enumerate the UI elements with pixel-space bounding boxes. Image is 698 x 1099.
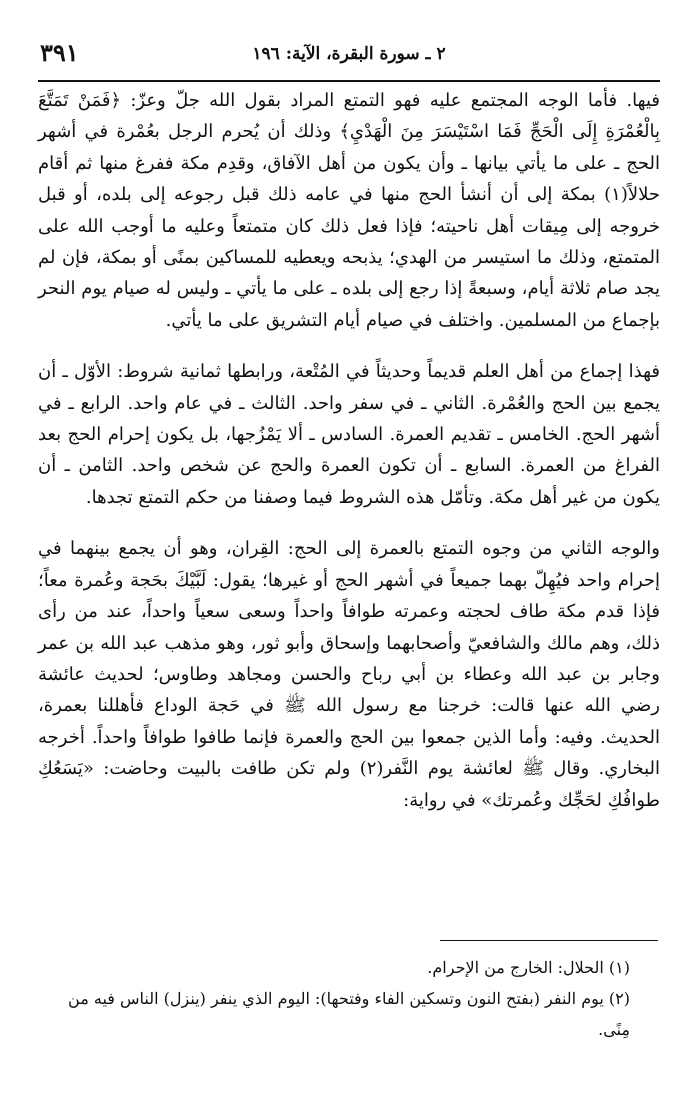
footnote-divider: [440, 940, 658, 941]
running-title: ٢ ـ سورة البقرة، الآية: ١٩٦: [252, 44, 446, 64]
header-divider: [38, 80, 660, 82]
footnote-2: (٢) يوم النفر (بفتح النون وتسكين الفاء وفتحها): اليوم الذي ينفر (ينزل) الناس فيه من مِنًى.: [68, 989, 630, 1039]
main-text: [38, 85, 660, 816]
paragraph-2: فهذا إجماع من أهل العلم قديماً وحديثاً في المُتْعة، ورابطها ثمانية شروط: الأوّل ـ أن يجمع بين الحج والعُمْرة. الثاني ـ في سفر واحد. الثالث ـ في عام واحد. الرابع ـ في أشهر الحج. الخامس ـ تقديم العمرة. السادس ـ ألا يَمْزُجها، بل يكون إحرام الحج بعد الفراغ من العمرة. السابع ـ أن تكون العمرة والحج عن شخص واحد. الثامن ـ أن يكون من غير أهل مكة. وتأمّل هذه الشروط فيما وصفنا من حكم التمتع تجدها.: [38, 361, 660, 508]
paragraph-gap: [38, 336, 660, 356]
paragraph-1: فيها. فأما الوجه المجتمع عليه فهو التمتع المراد بقول الله جلّ وعزّ: ﴿فَمَنْ تَمَتَّعَ بِالْعُمْرَةِ إِلَى الْحَجِّ فَمَا اسْتَيْسَرَ مِنَ الْهَدْيِ﴾ وذلك أن يُحرم الرجل بعُمْرة في أشهر الحج ـ على ما يأتي بيانها ـ وأن يكون من أهل الآفاق، وقدِم مكة ففرغ منها ثم أقام حلالاً(١) بمكة إلى أن أنشأ الحج منها في عامه ذلك قبل رجوعه إلى بلده، أو قبل خروجه إلى مِيقات أهل ناحيته؛ فإذا فعل ذلك كان متمتعاً وعليه ما أوجب الله على المتمتع، وذلك ما استيسر من الهدي؛ يذبحه ويعطيه للمساكين بمنًى أو بمكة، فإن لم يجد صام ثلاثة أيام، وسبعةً إذا رجع إلى بلده ـ على ما يأتي ـ وليس له صيام يوم النحر بإجماع من المسلمين. واختلف في صيام أيام التشريق على ما يأتي.: [38, 90, 660, 331]
footnotes: [38, 952, 630, 1045]
page-number: ٣٩١: [40, 38, 79, 67]
footnote-1: (١) الحلال: الخارج من الإحرام.: [427, 958, 630, 977]
paragraph-gap: [38, 513, 660, 533]
page-header: [40, 36, 658, 76]
paragraph-3: والوجه الثاني من وجوه التمتع بالعمرة إلى الحج: القِران، وهو أن يجمع بينهما في إحرام واحد فيُهِلّ بهما جميعاً في أشهر الحج أو غيرها؛ يقول: لَبَّيْكَ بحَجة وعُمرة معاً؛ فإذا قدم مكة طاف لحجته وعمرته طوافاً واحداً وسعى سعياً واحداً، عند من رأى ذلك، وهم مالك والشافعيّ وأصحابهما وإسحاق وأبو ثور، وهو مذهب عبد الله بن عمر وجابر بن عبد الله وعطاء بن أبي رباح والحسن ومجاهد وطاوس؛ لحديث عائشة رضي الله عنها قالت: خرجنا مع رسول الله ﷺ في حَجة الوداع فأهللنا بعمرة، الحديث. وفيه: وأما الذين جمعوا بين الحج والعمرة فإنما طافوا طوافاً واحداً. أخرجه البخاري. وقال ﷺ لعائشة يوم النَّفر(٢) ولم تكن طافت بالبيت وحاضت: «يَسَعُكِ طوافُكِ لحَجِّك وعُمرتك» في رواية:: [38, 538, 660, 811]
